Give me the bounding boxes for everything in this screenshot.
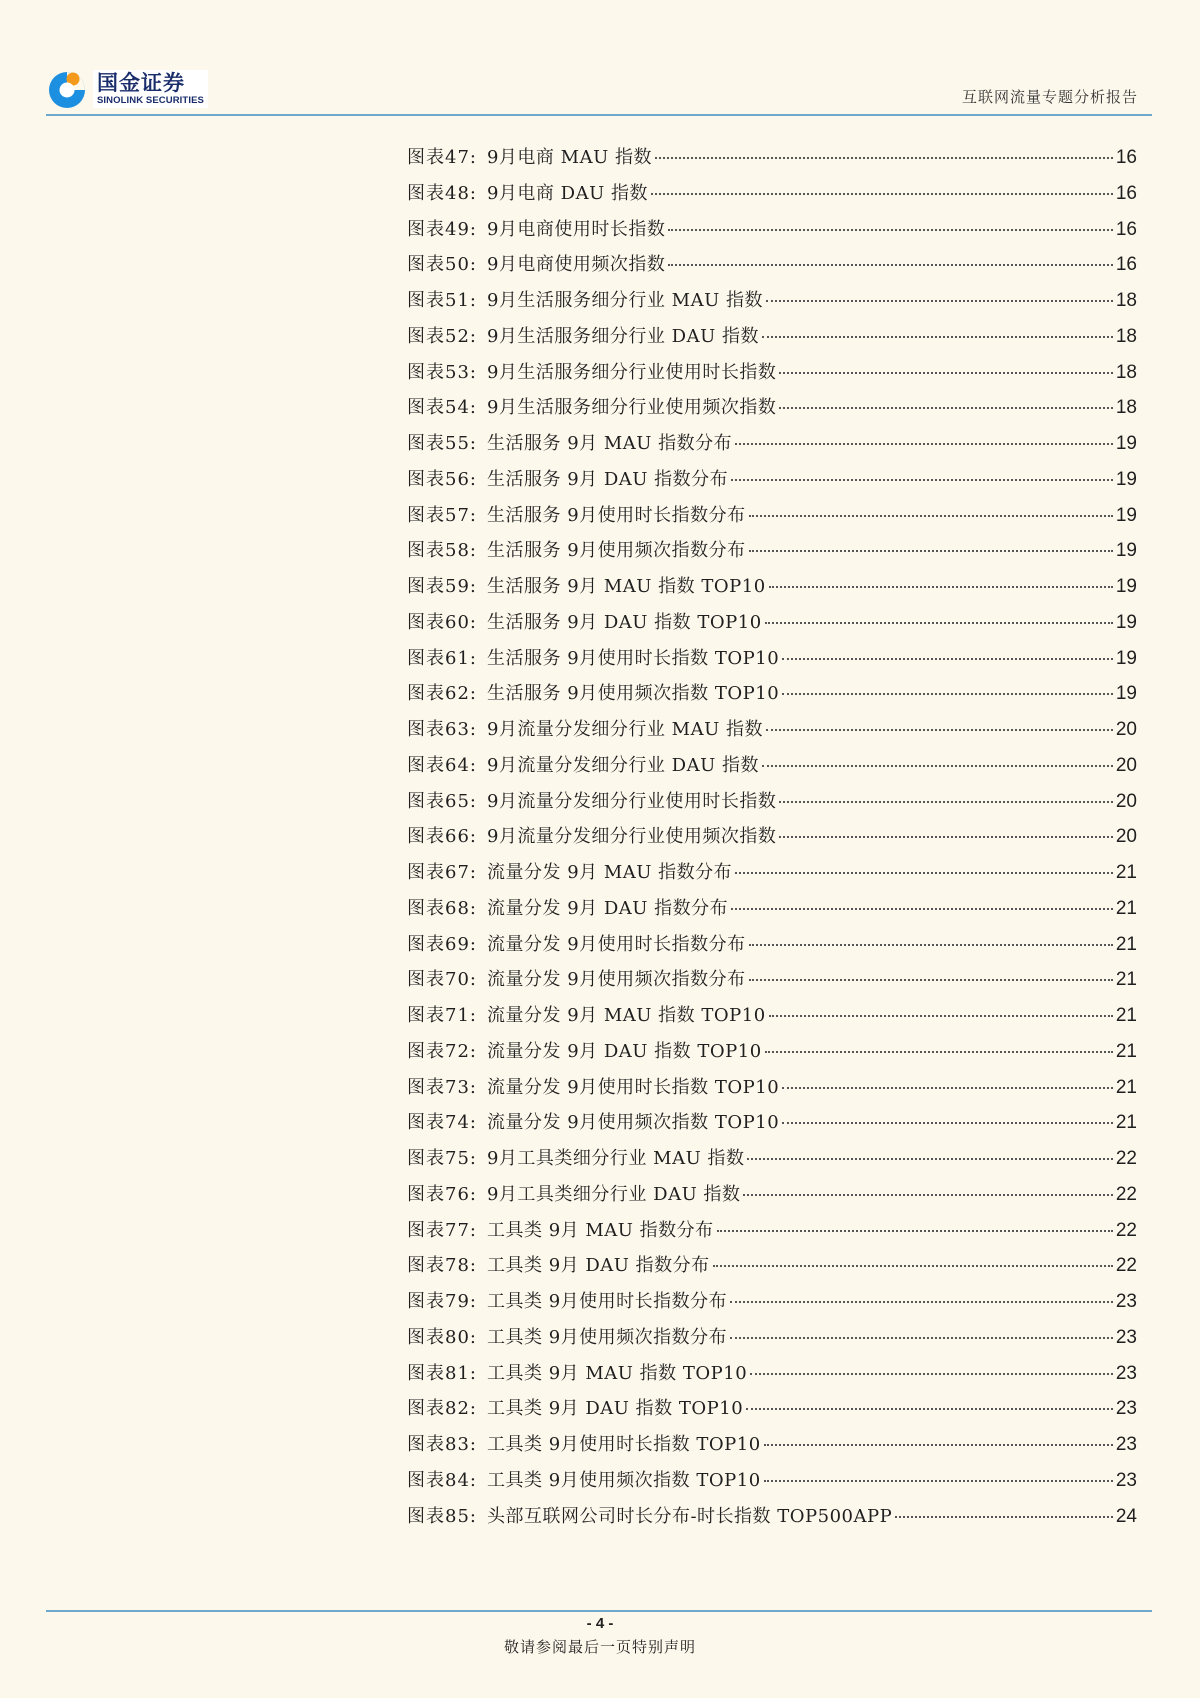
toc-entry-label: 图表78: xyxy=(407,1255,477,1277)
toc-entry[interactable] xyxy=(407,1359,1137,1395)
toc-entry-label: 图表56: xyxy=(407,468,477,490)
toc-entry-label: 图表61: xyxy=(407,647,477,669)
toc-entry-title: 工具类 9月 MAU 指数分布 xyxy=(486,1219,714,1241)
toc-entry[interactable] xyxy=(407,501,1137,537)
toc-entry-page: 18 xyxy=(1115,361,1137,383)
toc-entry-page: 19 xyxy=(1115,540,1137,562)
toc-dot-leader xyxy=(735,872,1113,874)
toc-entry-label: 图表73: xyxy=(407,1076,477,1098)
toc-dot-leader xyxy=(764,1480,1113,1482)
toc-dot-leader xyxy=(717,1230,1113,1232)
toc-entry[interactable] xyxy=(407,1108,1137,1144)
toc-entry[interactable] xyxy=(407,751,1137,787)
toc-entry[interactable] xyxy=(407,572,1137,608)
toc-entry-page: 21 xyxy=(1115,1076,1137,1098)
toc-entry-label: 图表57: xyxy=(407,504,477,526)
toc-entry-label: 图表84: xyxy=(407,1469,477,1491)
toc-entry[interactable] xyxy=(407,930,1137,966)
toc-entry-label: 图表74: xyxy=(407,1112,477,1134)
toc-entry-label: 图表70: xyxy=(407,969,477,991)
toc-entry[interactable] xyxy=(407,358,1137,394)
toc-entry-title: 工具类 9月 DAU 指数分布 xyxy=(486,1255,710,1277)
toc-entry[interactable] xyxy=(407,250,1137,286)
toc-entry-label: 图表69: xyxy=(407,933,477,955)
toc-entry-title: 流量分发 9月使用频次指数分布 xyxy=(486,969,746,991)
toc-entry-title: 9月生活服务细分行业使用时长指数 xyxy=(486,361,777,383)
toc-entry[interactable] xyxy=(407,894,1137,930)
toc-entry[interactable] xyxy=(407,679,1137,715)
toc-entry-title: 生活服务 9月 DAU 指数 TOP10 xyxy=(486,611,762,633)
report-title: 互联网流量专题分析报告 xyxy=(961,88,1138,106)
page-number: - 4 - xyxy=(586,1615,614,1632)
toc-entry-label: 图表54: xyxy=(407,397,477,419)
logo-chinese-name: 国金证券 xyxy=(97,71,185,95)
toc-entry-label: 图表59: xyxy=(407,576,477,597)
toc-entry[interactable] xyxy=(407,608,1137,644)
toc-dot-leader xyxy=(749,944,1113,946)
toc-entry-page: 23 xyxy=(1115,1434,1137,1455)
toc-entry-page: 22 xyxy=(1115,1219,1137,1241)
toc-entry-label: 图表82: xyxy=(407,1398,477,1420)
toc-dot-leader xyxy=(668,229,1112,231)
toc-entry-title: 9月流量分发细分行业使用频次指数 xyxy=(486,826,777,848)
toc-entry-label: 图表64: xyxy=(407,754,477,776)
toc-entry-page: 23 xyxy=(1115,1326,1137,1348)
toc-entry-page: 22 xyxy=(1115,1255,1137,1277)
toc-entry-title: 头部互联网公司时长分布-时长指数 TOP500APP xyxy=(486,1505,893,1527)
toc-dot-leader xyxy=(782,658,1113,660)
toc-entry[interactable] xyxy=(407,644,1137,680)
sinolink-logo xyxy=(46,68,208,110)
toc-entry-title: 生活服务 9月使用时长指数分布 xyxy=(486,504,746,526)
toc-entry-title: 生活服务 9月使用频次指数分布 xyxy=(486,540,746,562)
toc-entry-page: 19 xyxy=(1115,504,1137,526)
toc-entry-title: 9月电商 MAU 指数 xyxy=(486,147,652,168)
toc-entry-page: 20 xyxy=(1115,754,1137,776)
toc-entry-page: 21 xyxy=(1115,969,1137,991)
toc-entry-title: 9月流量分发细分行业使用时长指数 xyxy=(486,790,777,812)
toc-entry-label: 图表72: xyxy=(407,1040,477,1062)
toc-entry[interactable] xyxy=(407,715,1137,751)
toc-entry-title: 流量分发 9月 DAU 指数 TOP10 xyxy=(486,1040,762,1062)
toc-entry[interactable] xyxy=(407,1144,1137,1180)
toc-entry-label: 图表85: xyxy=(407,1505,477,1527)
toc-entry-label: 图表76: xyxy=(407,1183,477,1205)
toc-entry-label: 图表83: xyxy=(407,1434,477,1455)
toc-entry-title: 流量分发 9月 MAU 指数分布 xyxy=(486,862,733,883)
toc-entry-label: 图表66: xyxy=(407,826,477,848)
disclaimer-text: 敬请参阅最后一页特别声明 xyxy=(503,1638,696,1656)
sinolink-logo-icon xyxy=(46,68,88,110)
toc-entry-label: 图表80: xyxy=(407,1326,477,1348)
page-header xyxy=(46,66,1152,116)
toc-entry-label: 图表81: xyxy=(407,1362,477,1384)
toc-entry-label: 图表52: xyxy=(407,325,477,347)
toc-dot-leader xyxy=(766,729,1113,731)
toc-dot-leader xyxy=(731,479,1113,481)
toc-dot-leader xyxy=(747,1158,1112,1160)
logo-english-name: SINOLINK SECURITIES xyxy=(97,95,204,106)
toc-entry-page: 16 xyxy=(1115,218,1137,240)
toc-dot-leader xyxy=(735,443,1113,445)
toc-entry[interactable] xyxy=(407,1466,1137,1502)
toc-entry[interactable] xyxy=(407,215,1137,251)
toc-dot-leader xyxy=(779,801,1112,803)
toc-entry-page: 21 xyxy=(1115,1112,1137,1134)
toc-entry-title: 生活服务 9月 MAU 指数 TOP10 xyxy=(486,576,766,597)
toc-entry-label: 图表47: xyxy=(407,147,477,168)
toc-entry-title: 流量分发 9月 DAU 指数分布 xyxy=(486,897,729,919)
toc-entry-page: 21 xyxy=(1115,933,1137,955)
toc-entry-title: 9月工具类细分行业 MAU 指数 xyxy=(486,1148,745,1169)
toc-entry-page: 19 xyxy=(1115,433,1137,454)
toc-entry-page: 20 xyxy=(1115,826,1137,848)
toc-entry-title: 流量分发 9月 MAU 指数 TOP10 xyxy=(486,1005,766,1026)
toc-entry-label: 图表71: xyxy=(407,1005,477,1026)
toc-entry-page: 23 xyxy=(1115,1291,1137,1312)
toc-dot-leader xyxy=(779,836,1112,838)
toc-entry-title: 流量分发 9月使用时长指数分布 xyxy=(486,933,746,955)
toc-entry[interactable] xyxy=(407,1073,1137,1109)
toc-entry-label: 图表68: xyxy=(407,897,477,919)
toc-entry-title: 生活服务 9月使用时长指数 TOP10 xyxy=(486,647,780,669)
toc-entry-title: 9月生活服务细分行业 MAU 指数 xyxy=(486,290,763,311)
toc-dot-leader xyxy=(713,1265,1113,1267)
toc-dot-leader xyxy=(769,1015,1113,1017)
toc-entry[interactable] xyxy=(407,465,1137,501)
toc-entry-title: 工具类 9月使用频次指数分布 xyxy=(486,1326,728,1348)
toc-entry[interactable] xyxy=(407,393,1137,429)
toc-entry-label: 图表75: xyxy=(407,1148,477,1169)
toc-dot-leader xyxy=(766,300,1113,302)
toc-entry-page: 21 xyxy=(1115,862,1137,883)
toc-entry[interactable] xyxy=(407,179,1137,215)
toc-entry[interactable] xyxy=(407,1287,1137,1323)
toc-dot-leader xyxy=(765,622,1113,624)
figure-list xyxy=(407,143,1137,1537)
toc-entry-label: 图表62: xyxy=(407,683,477,705)
toc-entry-page: 21 xyxy=(1115,1005,1137,1026)
toc-entry-title: 9月电商 DAU 指数 xyxy=(486,182,648,204)
toc-entry-title: 9月流量分发细分行业 MAU 指数 xyxy=(486,719,763,740)
toc-entry[interactable] xyxy=(407,143,1137,179)
toc-entry-label: 图表55: xyxy=(407,433,477,454)
toc-entry[interactable] xyxy=(407,1430,1137,1466)
toc-dot-leader xyxy=(750,1373,1113,1375)
toc-entry-page: 16 xyxy=(1115,147,1137,168)
toc-dot-leader xyxy=(762,765,1113,767)
toc-dot-leader xyxy=(764,1444,1113,1446)
toc-entry[interactable] xyxy=(407,787,1137,823)
toc-entry-page: 16 xyxy=(1115,254,1137,276)
toc-dot-leader xyxy=(782,1087,1113,1089)
toc-entry-page: 21 xyxy=(1115,897,1137,919)
toc-entry-title: 9月生活服务细分行业 DAU 指数 xyxy=(486,325,759,347)
toc-entry[interactable] xyxy=(407,1037,1137,1073)
toc-entry-title: 9月流量分发细分行业 DAU 指数 xyxy=(486,754,759,776)
toc-dot-leader xyxy=(779,372,1112,374)
toc-entry-page: 23 xyxy=(1115,1362,1137,1384)
toc-dot-leader xyxy=(765,1051,1113,1053)
toc-entry-title: 流量分发 9月使用频次指数 TOP10 xyxy=(486,1112,780,1134)
toc-entry-title: 生活服务 9月使用频次指数 TOP10 xyxy=(486,683,780,705)
toc-entry[interactable] xyxy=(407,1394,1137,1430)
toc-entry-title: 9月电商使用频次指数 xyxy=(486,254,666,276)
toc-entry[interactable] xyxy=(407,822,1137,858)
toc-entry-page: 24 xyxy=(1115,1505,1137,1527)
toc-entry[interactable] xyxy=(407,1180,1137,1216)
toc-entry-page: 19 xyxy=(1115,576,1137,597)
toc-entry-label: 图表50: xyxy=(407,254,477,276)
toc-entry[interactable] xyxy=(407,965,1137,1001)
toc-entry-label: 图表49: xyxy=(407,218,477,240)
toc-dot-leader xyxy=(730,1337,1113,1339)
toc-entry-page: 16 xyxy=(1115,182,1137,204)
toc-entry-title: 工具类 9月 DAU 指数 TOP10 xyxy=(486,1398,744,1420)
toc-dot-leader xyxy=(779,407,1112,409)
toc-dot-leader xyxy=(782,1122,1113,1124)
toc-entry[interactable] xyxy=(407,1001,1137,1037)
toc-entry[interactable] xyxy=(407,1216,1137,1252)
toc-dot-leader xyxy=(749,979,1113,981)
toc-dot-leader xyxy=(746,1408,1113,1410)
toc-dot-leader xyxy=(762,336,1113,338)
toc-dot-leader xyxy=(749,515,1113,517)
toc-entry-title: 工具类 9月使用时长指数分布 xyxy=(486,1291,728,1312)
toc-entry-page: 23 xyxy=(1115,1469,1137,1491)
toc-entry-label: 图表77: xyxy=(407,1219,477,1241)
toc-entry[interactable] xyxy=(407,536,1137,572)
toc-entry-label: 图表67: xyxy=(407,862,477,883)
toc-entry-page: 18 xyxy=(1115,290,1137,311)
toc-entry-page: 23 xyxy=(1115,1398,1137,1420)
toc-entry-page: 19 xyxy=(1115,683,1137,705)
toc-entry-title: 工具类 9月使用时长指数 TOP10 xyxy=(486,1434,761,1455)
header-divider xyxy=(46,114,1152,116)
toc-entry[interactable] xyxy=(407,1323,1137,1359)
toc-entry-title: 9月电商使用时长指数 xyxy=(486,218,666,240)
toc-dot-leader xyxy=(731,908,1113,910)
toc-entry-page: 19 xyxy=(1115,647,1137,669)
toc-entry-title: 生活服务 9月 DAU 指数分布 xyxy=(486,468,729,490)
toc-entry-title: 9月工具类细分行业 DAU 指数 xyxy=(486,1183,741,1205)
footer-divider xyxy=(46,1610,1152,1612)
toc-entry[interactable] xyxy=(407,322,1137,358)
toc-entry-title: 流量分发 9月使用时长指数 TOP10 xyxy=(486,1076,780,1098)
toc-dot-leader xyxy=(668,264,1112,266)
toc-entry-page: 22 xyxy=(1115,1183,1137,1205)
toc-entry-label: 图表53: xyxy=(407,361,477,383)
toc-entry-label: 图表63: xyxy=(407,719,477,740)
toc-entry-page: 19 xyxy=(1115,611,1137,633)
toc-entry-title: 工具类 9月 MAU 指数 TOP10 xyxy=(486,1362,748,1384)
logo-wordmark xyxy=(93,70,208,108)
toc-dot-leader xyxy=(769,586,1113,588)
toc-entry-title: 生活服务 9月 MAU 指数分布 xyxy=(486,433,733,454)
toc-entry-page: 22 xyxy=(1115,1148,1137,1169)
toc-entry-label: 图表48: xyxy=(407,182,477,204)
toc-entry-label: 图表60: xyxy=(407,611,477,633)
toc-dot-leader xyxy=(651,193,1113,195)
toc-entry-title: 9月生活服务细分行业使用频次指数 xyxy=(486,397,777,419)
toc-entry[interactable] xyxy=(407,858,1137,894)
toc-dot-leader xyxy=(655,157,1113,159)
toc-entry[interactable] xyxy=(407,429,1137,465)
toc-entry-label: 图表51: xyxy=(407,290,477,311)
toc-entry-page: 20 xyxy=(1115,790,1137,812)
toc-entry-title: 工具类 9月使用频次指数 TOP10 xyxy=(486,1469,761,1491)
toc-entry-label: 图表58: xyxy=(407,540,477,562)
toc-dot-leader xyxy=(730,1301,1113,1303)
toc-dot-leader xyxy=(782,693,1113,695)
toc-entry-page: 20 xyxy=(1115,719,1137,740)
toc-dot-leader xyxy=(749,550,1113,552)
toc-dot-leader xyxy=(895,1516,1113,1518)
toc-entry[interactable] xyxy=(407,1251,1137,1287)
toc-entry[interactable] xyxy=(407,1502,1137,1538)
toc-entry-page: 18 xyxy=(1115,325,1137,347)
toc-entry-label: 图表65: xyxy=(407,790,477,812)
toc-entry-page: 21 xyxy=(1115,1040,1137,1062)
toc-entry-page: 19 xyxy=(1115,468,1137,490)
toc-dot-leader xyxy=(743,1194,1112,1196)
toc-entry-label: 图表79: xyxy=(407,1291,477,1312)
toc-entry[interactable] xyxy=(407,286,1137,322)
toc-entry-page: 18 xyxy=(1115,397,1137,419)
